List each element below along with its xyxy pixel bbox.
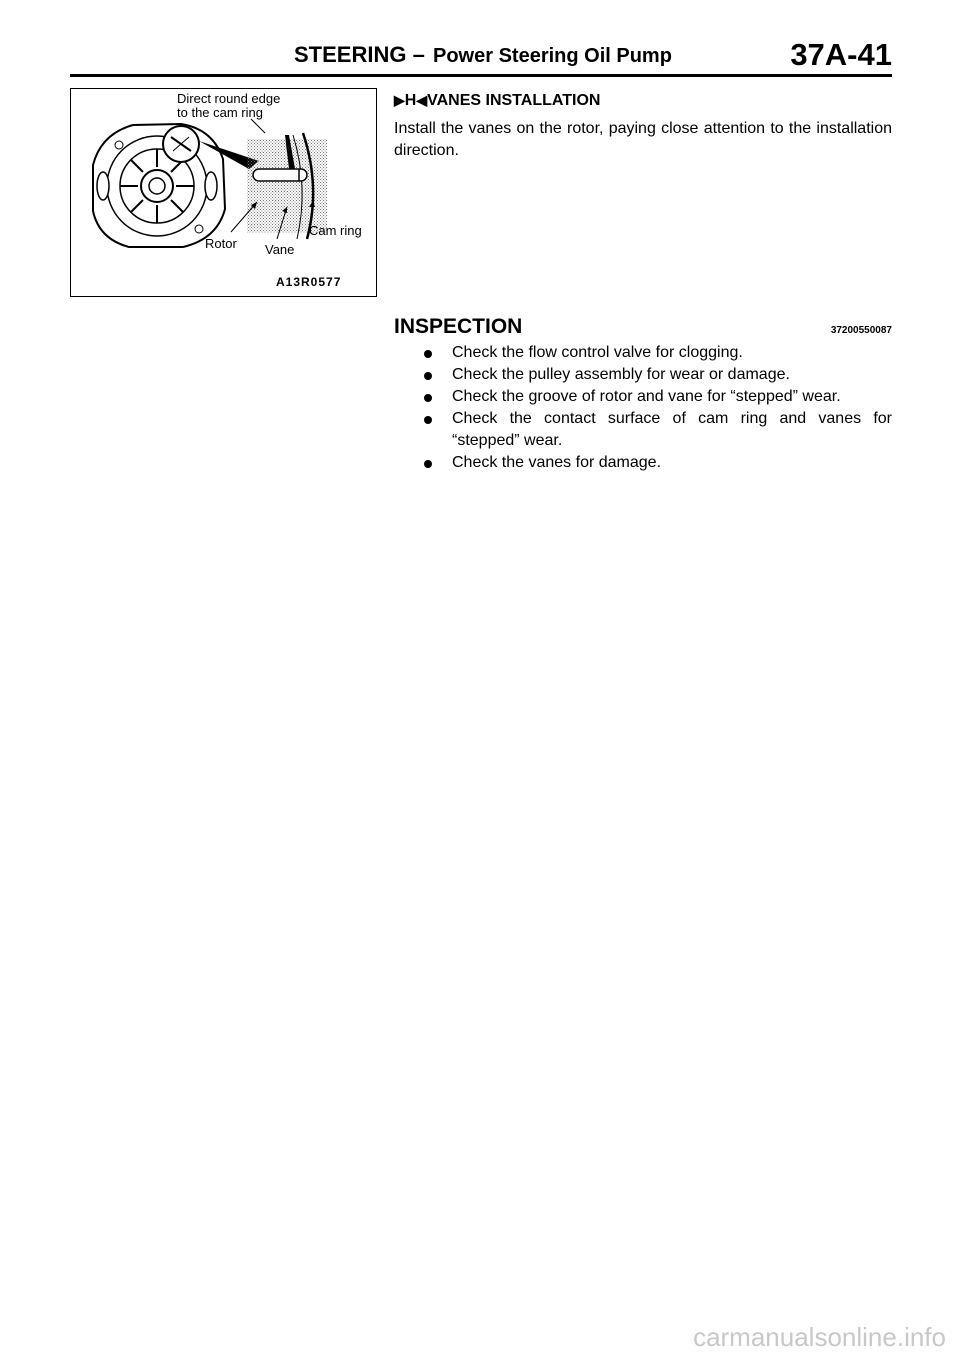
bullet-icon	[424, 372, 432, 380]
page-header	[70, 37, 892, 74]
inspection-code: 37200550087	[830, 325, 892, 336]
bullet-icon	[424, 394, 432, 402]
figure-code: A13R0577	[276, 275, 342, 289]
label-rotor: Rotor	[205, 236, 237, 251]
bullet-icon	[424, 460, 432, 468]
footer-watermark: carmanualsonline.info	[693, 1322, 946, 1352]
vane-installation-figure	[70, 88, 377, 297]
vanes-installation-text: Install the vanes on the rotor, paying close attention to the installation direction.	[394, 120, 892, 159]
vanes-installation-heading	[394, 90, 892, 111]
bullet-icon	[424, 416, 432, 424]
header-rule	[70, 74, 892, 77]
round-edge-leader	[251, 119, 265, 133]
pump-illustration	[71, 89, 377, 297]
label-round-edge-line1: Direct round edge	[177, 91, 281, 106]
list-item: Check the contact surface of cam ring and vanes for “stepped” wear.	[394, 408, 892, 452]
header-chapter: STEERING –	[294, 42, 425, 67]
list-item: Check the groove of rotor and vane for “stepped” wear.	[394, 386, 892, 408]
header-section: Power Steering Oil Pump	[433, 45, 672, 67]
inspection-title: INSPECTION	[394, 315, 523, 338]
label-vane: Vane	[265, 242, 295, 257]
procedure-letter: H	[404, 92, 417, 109]
arrow-right-icon: ▶	[394, 92, 405, 108]
vanes-installation-title: VANES INSTALLATION	[427, 92, 601, 109]
list-item: Check the vanes for damage.	[394, 452, 892, 474]
list-item: Check the flow control valve for clogging.	[394, 342, 892, 364]
arrow-left-icon: ◀	[416, 92, 428, 108]
inspection-list	[394, 342, 892, 474]
pump-housing	[93, 124, 225, 247]
label-round-edge-line2: to the cam ring	[177, 105, 263, 120]
bullet-icon	[424, 350, 432, 358]
page-number: 37A-41	[790, 37, 892, 72]
list-item: Check the pulley assembly for wear or damage.	[394, 364, 892, 386]
label-cam-ring: Cam ring	[309, 223, 362, 238]
